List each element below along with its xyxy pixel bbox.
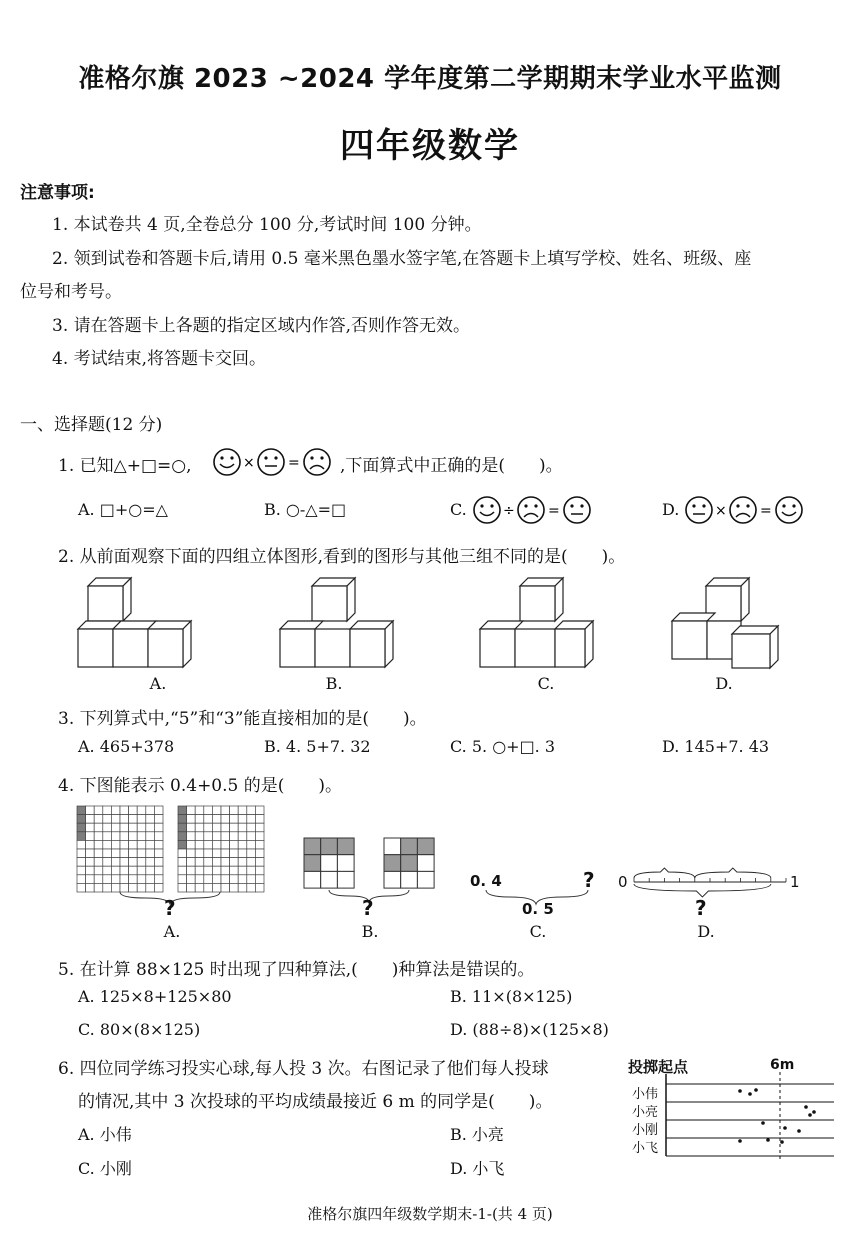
grid-cell [195, 823, 204, 832]
grid-cell [204, 858, 213, 867]
grid-cell [230, 823, 239, 832]
q6-name-xiaoliang: 小亮 [632, 1105, 659, 1120]
grid-cell [238, 849, 247, 858]
grid-cell [120, 866, 129, 875]
grid-cell [187, 840, 196, 849]
grid-cell [111, 815, 120, 824]
smile-face-icon [474, 497, 500, 523]
grid-cell [212, 866, 221, 875]
note-item-2: 2. 领到试卷和答题卡后,请用 0.5 毫米黑色墨水签字笔,在答题卡上填写学校、姓名、班级、座 [52, 249, 752, 269]
grid-cell [137, 866, 146, 875]
grid-cell [77, 866, 86, 875]
grid-cell [129, 849, 138, 858]
grid-cell [129, 815, 138, 824]
grid-cell [195, 815, 204, 824]
svg-text:÷: ÷ [503, 503, 515, 519]
grid-cell [178, 866, 187, 875]
grid-cell [187, 823, 196, 832]
grid-cell [137, 823, 146, 832]
grid-cell [146, 840, 155, 849]
q6-chart-title: 投掷起点 [628, 1058, 689, 1076]
q4-a-question-mark: ? [164, 896, 176, 920]
note-item-3: 3. 请在答题卡上各题的指定区域内作答,否则作答无效。 [52, 316, 471, 336]
grid-cell [212, 840, 221, 849]
grid-cell [94, 815, 103, 824]
q4-c-left-value: 0. 4 [470, 872, 502, 890]
grid-cell [247, 849, 256, 858]
q1-option-b: B. ○-△=□ [264, 500, 347, 519]
grid-cell [187, 866, 196, 875]
q4-label-c: C. [529, 922, 547, 941]
grid-cell [238, 866, 247, 875]
sad-face-icon [304, 449, 330, 475]
q6-throw-chart [664, 1074, 844, 1160]
note-item-4: 4. 考试结束,将答题卡交回。 [52, 349, 267, 369]
grid-cell [247, 858, 256, 867]
grid-cell [238, 875, 247, 884]
q2-stem: 2. 从前面观察下面的四组立体图形,看到的图形与其他三组不同的是( )。 [58, 547, 626, 567]
grid-cell [103, 883, 112, 892]
grid-cell [204, 815, 213, 824]
grid-cell [86, 832, 95, 841]
grid-cell [94, 883, 103, 892]
grid-cell [255, 858, 264, 867]
q2-label-c: C. [537, 674, 555, 693]
grid-cell [178, 875, 187, 884]
grid-cell [178, 806, 187, 815]
grid-cell [103, 806, 112, 815]
grid-cell [129, 883, 138, 892]
grid-cell [146, 815, 155, 824]
grid-cell [230, 858, 239, 867]
grid-cell [255, 832, 264, 841]
grid-cell [221, 866, 230, 875]
q2-figure-b [272, 578, 402, 670]
grid-cell [187, 806, 196, 815]
grid-cell [247, 823, 256, 832]
q1-option-d: D. [662, 500, 680, 519]
grid-cell [195, 858, 204, 867]
grid-cell [86, 849, 95, 858]
grid-cell [120, 832, 129, 841]
grid-cell [103, 823, 112, 832]
sad-face-icon [518, 497, 544, 523]
q6-option-b: B. 小亮 [450, 1125, 504, 1144]
grid-cell [187, 815, 196, 824]
grid-cell [111, 832, 120, 841]
grid-cell [204, 883, 213, 892]
grid-cell [129, 858, 138, 867]
svg-text:×: × [715, 503, 727, 519]
q6-option-a: A. 小伟 [78, 1125, 132, 1144]
grid-cell [247, 815, 256, 824]
grid-cell [94, 866, 103, 875]
q6-chart-6m-mark: 6m [770, 1057, 795, 1073]
grid-cell [187, 883, 196, 892]
note-item-2-cont: 位号和考号。 [20, 282, 122, 302]
exam-title: 准格尔旗 2023 ~2024 学年度第二学期期末学业水平监测 [78, 64, 782, 94]
grid-cell [195, 866, 204, 875]
notes-heading: 注意事项: [20, 183, 95, 203]
q1-option-a: A. □+○=△ [78, 500, 168, 519]
grid-cell [86, 806, 95, 815]
grid-cell [255, 883, 264, 892]
grid-cell [230, 866, 239, 875]
grid-cell [103, 832, 112, 841]
grid-cell [255, 806, 264, 815]
q5-stem: 5. 在计算 88×125 时出现了四种算法,( )种算法是错误的。 [58, 960, 535, 980]
grid-cell [146, 832, 155, 841]
grid-cell [238, 883, 247, 892]
sad-face-icon [730, 497, 756, 523]
grid-cell [77, 858, 86, 867]
grid-cell [120, 849, 129, 858]
q1-stem-part2: ,下面算式中正确的是( )。 [340, 456, 563, 476]
number-line-brace-top [634, 868, 695, 878]
grid-cell [212, 849, 221, 858]
neutral-face-icon [258, 449, 284, 475]
grid-cell [247, 866, 256, 875]
q2-label-b: B. [325, 674, 343, 693]
grid-cell [221, 823, 230, 832]
grid-cell [86, 815, 95, 824]
grid-cell [204, 849, 213, 858]
grid-cell [137, 840, 146, 849]
grid-cell [212, 832, 221, 841]
grid-cell [103, 858, 112, 867]
grid-cell [86, 823, 95, 832]
grid-cell [86, 866, 95, 875]
grid-cell [204, 875, 213, 884]
grid-cell [221, 883, 230, 892]
q4-d-number-line [630, 862, 790, 902]
grid-cell [77, 849, 86, 858]
q3-option-c: C. 5. ○+□. 3 [450, 737, 556, 756]
grid-cell [94, 806, 103, 815]
grid-cell [146, 866, 155, 875]
section-heading: 一、选择题(12 分) [20, 415, 163, 435]
q5-option-d: D. (88÷8)×(125×8) [450, 1020, 609, 1039]
grid-cell [154, 866, 163, 875]
grid-cell [137, 849, 146, 858]
q4-stem: 4. 下图能表示 0.4+0.5 的是( )。 [58, 776, 343, 796]
grid-cell [178, 849, 187, 858]
grid-cell [111, 849, 120, 858]
grid-cell [103, 875, 112, 884]
grid-cell [77, 883, 86, 892]
q2-figure-a [70, 578, 200, 670]
grid-cell [86, 840, 95, 849]
grid-cell [94, 832, 103, 841]
grid-cell [230, 875, 239, 884]
grid-cell [94, 823, 103, 832]
grid-cell [195, 883, 204, 892]
grid-cell [146, 823, 155, 832]
grid-cell [86, 858, 95, 867]
smile-face-icon [214, 449, 240, 475]
grid-cell [212, 858, 221, 867]
q4-label-d: D. [697, 922, 715, 941]
q6-name-xiaowei: 小伟 [632, 1087, 659, 1102]
grid-cell [111, 866, 120, 875]
grid-cell [86, 875, 95, 884]
svg-text:=: = [760, 503, 772, 519]
grid-cell [77, 875, 86, 884]
grid-cell [154, 883, 163, 892]
grid-cell [111, 858, 120, 867]
q4-c-question-mark: ? [583, 868, 595, 892]
smile-face-icon [776, 497, 802, 523]
grid-cell [146, 875, 155, 884]
grid-cell [221, 840, 230, 849]
grid-cell [111, 883, 120, 892]
grid-cell [212, 806, 221, 815]
grid-cell [255, 815, 264, 824]
grid-cell [255, 823, 264, 832]
grid-cell [120, 858, 129, 867]
q4-c-bottom-value: 0. 5 [522, 900, 554, 918]
grid-cell [212, 823, 221, 832]
grid-cell [212, 883, 221, 892]
q1-face-equation [212, 447, 342, 477]
q4-b-question-mark: ? [362, 896, 374, 920]
grid-cell [187, 858, 196, 867]
q4-d-zero: 0 [618, 873, 628, 891]
grid-cell [195, 849, 204, 858]
grid-cell [195, 840, 204, 849]
grid-cell [120, 823, 129, 832]
grid-cell [247, 875, 256, 884]
grid-cell [178, 815, 187, 824]
grid-cell [146, 806, 155, 815]
grid-cell [94, 875, 103, 884]
q2-figure-c [472, 578, 602, 670]
grid-cell [154, 875, 163, 884]
grid-cell [230, 832, 239, 841]
grid-cell [120, 875, 129, 884]
grid-cell [120, 815, 129, 824]
grid-cell [204, 823, 213, 832]
grid-cell [212, 875, 221, 884]
grid-cell [94, 840, 103, 849]
grid-cell [129, 806, 138, 815]
q3-option-d: D. 145+7. 43 [662, 737, 770, 756]
grid-cell [221, 849, 230, 858]
grid-cell [238, 806, 247, 815]
grid-cell [230, 883, 239, 892]
grid-cell [129, 875, 138, 884]
grid-cell [238, 858, 247, 867]
page-footer: 准格尔旗四年级数学期末-1-(共 4 页) [307, 1205, 553, 1223]
svg-text:=: = [548, 503, 560, 519]
q6-name-xiaofei: 小飞 [632, 1141, 659, 1156]
exam-subtitle: 四年级数学 [340, 126, 520, 166]
grid-cell [238, 840, 247, 849]
grid-cell [137, 806, 146, 815]
grid-cell [154, 806, 163, 815]
neutral-face-icon [686, 497, 712, 523]
grid-cell [255, 866, 264, 875]
grid-cell [111, 840, 120, 849]
grid-cell [146, 849, 155, 858]
q6-stem-line1: 6. 四位同学练习投实心球,每人投 3 次。右图记录了他们每人投球 [58, 1059, 549, 1079]
grid-cell [103, 815, 112, 824]
grid-cell [137, 875, 146, 884]
grid-cell [137, 815, 146, 824]
q6-option-c: C. 小刚 [78, 1159, 132, 1178]
grid-cell [77, 815, 86, 824]
grid-cell [195, 806, 204, 815]
grid-cell [129, 832, 138, 841]
q2-figure-d [666, 578, 796, 670]
grid-cell [247, 806, 256, 815]
grid-cell [195, 832, 204, 841]
grid-cell [103, 840, 112, 849]
grid-cell [154, 815, 163, 824]
grid-cell [129, 840, 138, 849]
q5-option-a: A. 125×8+125×80 [78, 987, 232, 1006]
grid-cell [154, 858, 163, 867]
q4-d-question-mark: ? [695, 896, 707, 920]
neutral-face-icon [564, 497, 590, 523]
grid-cell [154, 840, 163, 849]
grid-cell [204, 832, 213, 841]
grid-cell [230, 840, 239, 849]
grid-cell [178, 840, 187, 849]
grid-cell [221, 858, 230, 867]
number-line-brace-top [695, 868, 771, 878]
grid-cell [120, 806, 129, 815]
q3-option-b: B. 4. 5+7. 32 [264, 737, 371, 756]
q4-d-one: 1 [790, 873, 800, 891]
grid-cell [77, 832, 86, 841]
q2-label-d: D. [715, 674, 733, 693]
grid-cell [255, 840, 264, 849]
q5-option-b: B. 11×(8×125) [450, 987, 573, 1006]
grid-cell [204, 806, 213, 815]
q1-stem-part1: 1. 已知△+□=○, [58, 456, 192, 476]
grid-cell [178, 883, 187, 892]
svg-text:=: = [288, 455, 300, 471]
grid-cell [103, 849, 112, 858]
grid-cell [247, 840, 256, 849]
grid-cell [247, 832, 256, 841]
grid-cell [247, 883, 256, 892]
q6-stem-line2: 的情况,其中 3 次投球的平均成绩最接近 6 m 的同学是( )。 [78, 1092, 553, 1112]
grid-cell [221, 815, 230, 824]
q6-name-xiaogang: 小刚 [632, 1123, 659, 1138]
grid-cell [221, 832, 230, 841]
grid-cell [187, 875, 196, 884]
grid-cell [129, 823, 138, 832]
grid-cell [255, 849, 264, 858]
grid-cell [111, 823, 120, 832]
grid-cell [221, 806, 230, 815]
grid-cell [154, 832, 163, 841]
grid-cell [86, 883, 95, 892]
grid-cell [137, 858, 146, 867]
grid-cell [137, 883, 146, 892]
grid-cell [187, 832, 196, 841]
grid-cell [120, 840, 129, 849]
grid-cell [204, 840, 213, 849]
grid-cell [103, 866, 112, 875]
grid-cell [111, 806, 120, 815]
grid-cell [94, 849, 103, 858]
grid-cell [221, 875, 230, 884]
grid-cell [94, 858, 103, 867]
grid-cell [154, 823, 163, 832]
grid-cell [238, 815, 247, 824]
grid-cell [178, 823, 187, 832]
grid-cell [146, 858, 155, 867]
grid-cell [77, 840, 86, 849]
grid-cell [204, 866, 213, 875]
grid-cell [195, 875, 204, 884]
grid-cell [120, 883, 129, 892]
grid-cell [111, 875, 120, 884]
grid-cell [238, 832, 247, 841]
grid-cell [154, 849, 163, 858]
grid-cell [230, 849, 239, 858]
grid-cell [129, 866, 138, 875]
grid-cell [212, 815, 221, 824]
svg-text:×: × [243, 455, 255, 471]
q5-option-c: C. 80×(8×125) [78, 1020, 201, 1039]
q4-label-a: A. [163, 922, 181, 941]
grid-cell [238, 823, 247, 832]
q1-option-c: C. [450, 500, 467, 519]
grid-cell [178, 858, 187, 867]
grid-cell [230, 806, 239, 815]
q1-option-d-faces [684, 495, 818, 525]
q2-label-a: A. [149, 674, 167, 693]
grid-cell [137, 832, 146, 841]
q4-figure-a [76, 804, 276, 914]
grid-cell [230, 815, 239, 824]
grid-cell [255, 875, 264, 884]
grid-cell [77, 806, 86, 815]
q3-option-a: A. 465+378 [78, 737, 175, 756]
note-item-1: 1. 本试卷共 4 页,全卷总分 100 分,考试时间 100 分钟。 [52, 215, 482, 235]
q3-stem: 3. 下列算式中,“5”和“3”能直接相加的是( )。 [58, 709, 427, 729]
q1-option-c-faces [472, 495, 606, 525]
q6-option-d: D. 小飞 [450, 1159, 505, 1178]
grid-cell [178, 832, 187, 841]
grid-cell [77, 823, 86, 832]
grid-cell [187, 849, 196, 858]
grid-cell [146, 883, 155, 892]
q4-label-b: B. [361, 922, 379, 941]
